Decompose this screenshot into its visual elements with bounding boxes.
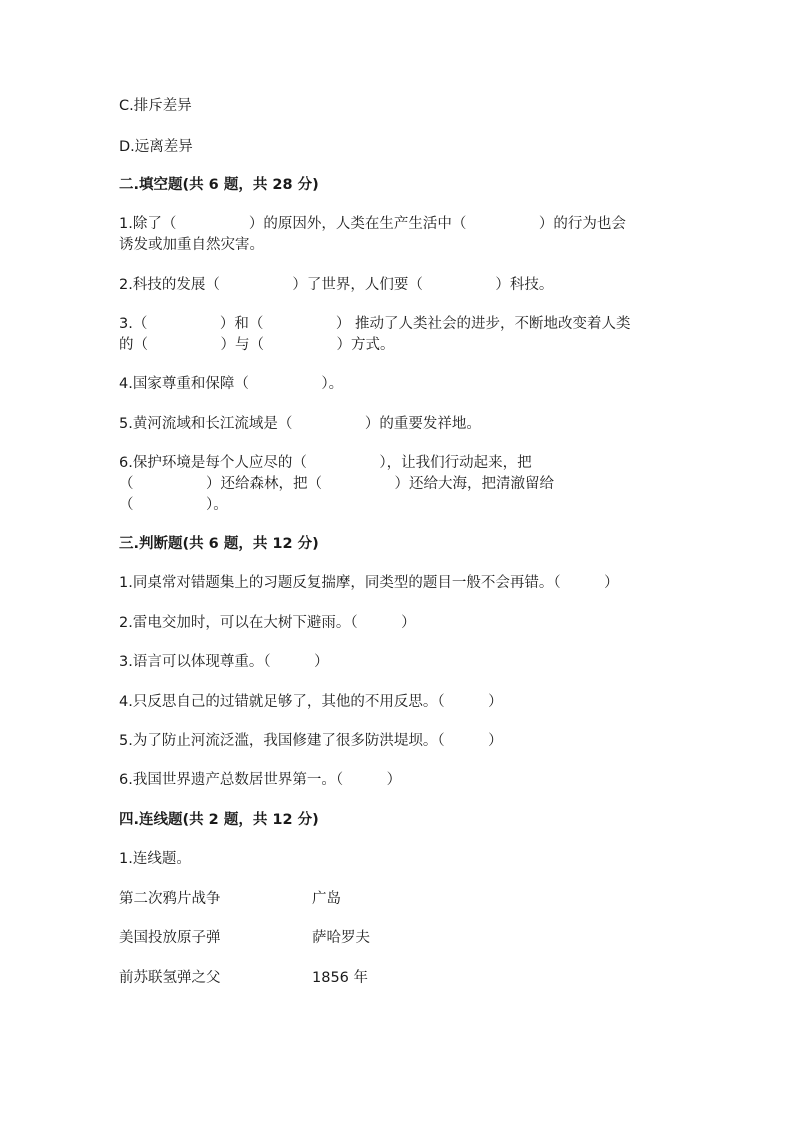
fill-q5: 5.黄河流域和长江流域是（ ）的重要发祥地。 xyxy=(119,416,481,432)
option-c: C.排斥差异 xyxy=(119,98,192,114)
match-q1: 1.连线题。 xyxy=(119,851,191,867)
tf-q3: 3.语言可以体现尊重。（ ） xyxy=(119,654,329,670)
fill-q2: 2.科技的发展（ ）了世界，人们要（ ）科技。 xyxy=(119,277,554,293)
tf-q4: 4.只反思自己的过错就足够了，其他的不用反思。（ ） xyxy=(119,694,503,710)
fill-q6-line2: （ ）还给森林，把（ ）还给大海，把清澈留给 xyxy=(119,476,554,492)
section-true-false-title: 三.判断题(共 6 题，共 12 分) xyxy=(119,536,319,552)
fill-q6-line3: （ ）。 xyxy=(119,497,228,513)
match-right-item: 1856 年 xyxy=(312,970,369,986)
fill-q1-line2: 诱发或加重自然灾害。 xyxy=(119,237,264,253)
match-right-item: 广岛 xyxy=(312,891,341,907)
fill-q3-line2: 的（ ）与（ ）方式。 xyxy=(119,337,395,353)
fill-q1-line1: 1.除了（ ）的原因外，人类在生产生活中（ ）的行为也会 xyxy=(119,216,626,232)
tf-q6: 6.我国世界遗产总数居世界第一。（ ） xyxy=(119,772,402,788)
match-right-item: 萨哈罗夫 xyxy=(312,930,370,946)
section-fill-blank-title: 二.填空题(共 6 题，共 28 分) xyxy=(119,177,319,193)
match-left-item: 前苏联氢弹之父 xyxy=(119,970,221,986)
tf-q2: 2.雷电交加时，可以在大树下避雨。（ ） xyxy=(119,615,416,631)
fill-q6-line1: 6.保护环境是每个人应尽的（ ），让我们行动起来，把 xyxy=(119,455,532,471)
section-matching-title: 四.连线题(共 2 题，共 12 分) xyxy=(119,812,319,828)
match-left-item: 第二次鸦片战争 xyxy=(119,891,221,907)
match-left-item: 美国投放原子弹 xyxy=(119,930,221,946)
option-d: D.远离差异 xyxy=(119,139,193,155)
tf-q1: 1.同桌常对错题集上的习题反复揣摩，同类型的题目一般不会再错。（ ） xyxy=(119,575,619,591)
fill-q3-line1: 3.（ ）和（ ） 推动了人类社会的进步，不断地改变着人类 xyxy=(119,316,631,332)
fill-q4: 4.国家尊重和保障（ ）。 xyxy=(119,376,344,392)
tf-q5: 5.为了防止河流泛滥，我国修建了很多防洪堤坝。（ ） xyxy=(119,733,503,749)
